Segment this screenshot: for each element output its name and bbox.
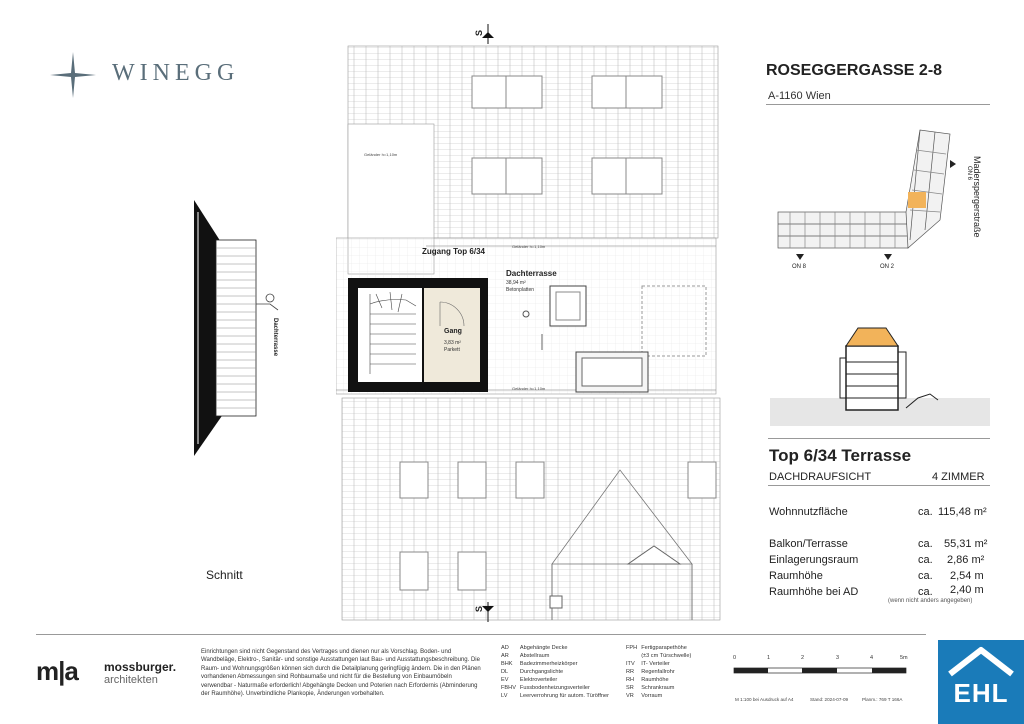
height-note: (wenn nicht anders angegeben) <box>888 598 973 604</box>
area-label-storage: Einlagerungsraum <box>769 554 859 566</box>
divider <box>768 438 990 439</box>
section-mark-top: S <box>474 29 485 37</box>
street-label: Maderspergerstraße <box>972 156 982 238</box>
scale-bar <box>732 662 912 678</box>
rooms-label: 4 ZIMMER <box>932 471 985 483</box>
on-label-6: ON 6 <box>966 166 972 181</box>
architect-sub: architekten <box>104 674 158 686</box>
entrance-label: Zugang Top 6/34 <box>422 247 485 256</box>
area-prefix: ca. <box>918 586 933 598</box>
area-value-living: 115,48 m² <box>938 506 987 518</box>
house-roof-icon <box>946 644 1016 678</box>
terrace-floor: Betonplatten <box>506 287 535 293</box>
scale-note: M 1:100 bei Ausdruck auf A4 <box>735 697 794 702</box>
address-city: A-1160 Wien <box>768 90 831 102</box>
scale-tick-4: 4 <box>870 655 874 661</box>
area-value-terrace: 55,31 m² <box>944 538 988 550</box>
area-label-living: Wohnnutzfläche <box>769 506 848 518</box>
abbreviations-col2: FPH Fertigparapethöhe (±3 cm Türschwelle) ITV IT- Verteiler RR Regenfallrohr RH Raumhöhe SR Schrankraum VR Vorraum <box>626 645 692 699</box>
railing-label: Geländer h=1,10m <box>512 244 546 249</box>
hall-area: 3,83 m² <box>444 340 461 346</box>
plan-number: Planm.: 769 T 166A <box>862 697 903 702</box>
area-value-storage: 2,86 m² <box>947 554 985 566</box>
area-label-height: Raumhöhe <box>769 570 823 582</box>
hall-name: Gang <box>444 328 462 335</box>
scale-tick-5: 5m <box>900 655 908 661</box>
railing-label: Geländer h=1,10m <box>364 152 398 157</box>
section-mark-bottom: S <box>474 605 485 613</box>
scale-tick-2: 2 <box>801 655 805 661</box>
divider <box>766 104 990 105</box>
area-label-height-ad: Raumhöhe bei AD <box>769 586 859 598</box>
area-prefix: ca. <box>918 570 933 582</box>
building-section-thumbnail <box>770 318 990 428</box>
winegg-star-icon <box>50 52 96 98</box>
hall-floor: Parkett <box>444 347 460 353</box>
plan-date: Stand: 2024-07-09 <box>810 697 849 702</box>
ehl-logo <box>938 640 1024 724</box>
on-label-8: ON 8 <box>792 264 807 270</box>
area-prefix: ca. <box>918 538 933 550</box>
section-drawing <box>194 200 284 456</box>
railing-label: Geländer h=1,10m <box>512 386 546 391</box>
scale-tick-3: 3 <box>836 655 840 661</box>
architect-mark: m|a <box>36 656 78 686</box>
area-prefix: ca. <box>918 554 933 566</box>
area-label-terrace: Balkon/Terrasse <box>769 538 848 550</box>
scale-tick-0: 0 <box>733 655 737 661</box>
terrace-area: 38,94 m² <box>506 280 526 286</box>
floor-plan <box>336 24 728 624</box>
unit-title: Top 6/34 Terrasse <box>769 446 912 465</box>
terrace-name: Dachterrasse <box>506 269 557 278</box>
brand-logo: WINEGG <box>112 60 240 86</box>
area-prefix: ca. <box>918 506 933 518</box>
divider <box>768 485 990 486</box>
footer-divider <box>36 634 926 635</box>
disclaimer: Einrichtungen sind nicht Gegenstand des Vertrages und dienen nur als Vorschlag. Boden- und Wandbeläge, Elektro-, Sanitär- und sonstige Ausstattungen laut Bau- und Ausstattungsbeschreibung. Die Raum- und Wohnungsgrößen können sich durch die Detailplanung geringfügig ändern. Die in den Plänen vorhandenen Abmessungen sind Rohbaumaße und nicht für die Bestellung von Einbaumöbeln verwendbar - Naturmaße erforderlich! Abgehängte Decken und Poterien nach Erfordernis (Abminderung der Raumhöhe). Unverbindliche Plankopie, Änderungen vorbehalten. <box>201 649 481 698</box>
site-plan <box>770 120 990 280</box>
architect-name: mossburger. <box>104 660 177 674</box>
address-street: ROSEGGERGASSE 2-8 <box>766 62 943 79</box>
area-value-height-ad: 2,40 m <box>950 584 984 596</box>
section-terrace-label: Dachterrasse <box>272 318 278 357</box>
scale-tick-1: 1 <box>767 655 771 661</box>
section-label: Schnitt <box>206 568 243 582</box>
abbreviations-col1: AD Abgehängte Decke AR Abstellraum BHK Badezimmerheizkörper DL Durchgangslichte EV Elektroverteiler FBHV Fussbodenheizungsverteiler LV Leerverrohrung für autom. Türöffner <box>501 645 609 699</box>
ehl-logo-text: EHL <box>953 678 1009 708</box>
highlighted-unit <box>908 192 926 208</box>
on-label-2: ON 2 <box>880 264 895 270</box>
view-label: DACHDRAUFSICHT <box>769 471 872 483</box>
area-value-height: 2,54 m <box>950 570 984 582</box>
